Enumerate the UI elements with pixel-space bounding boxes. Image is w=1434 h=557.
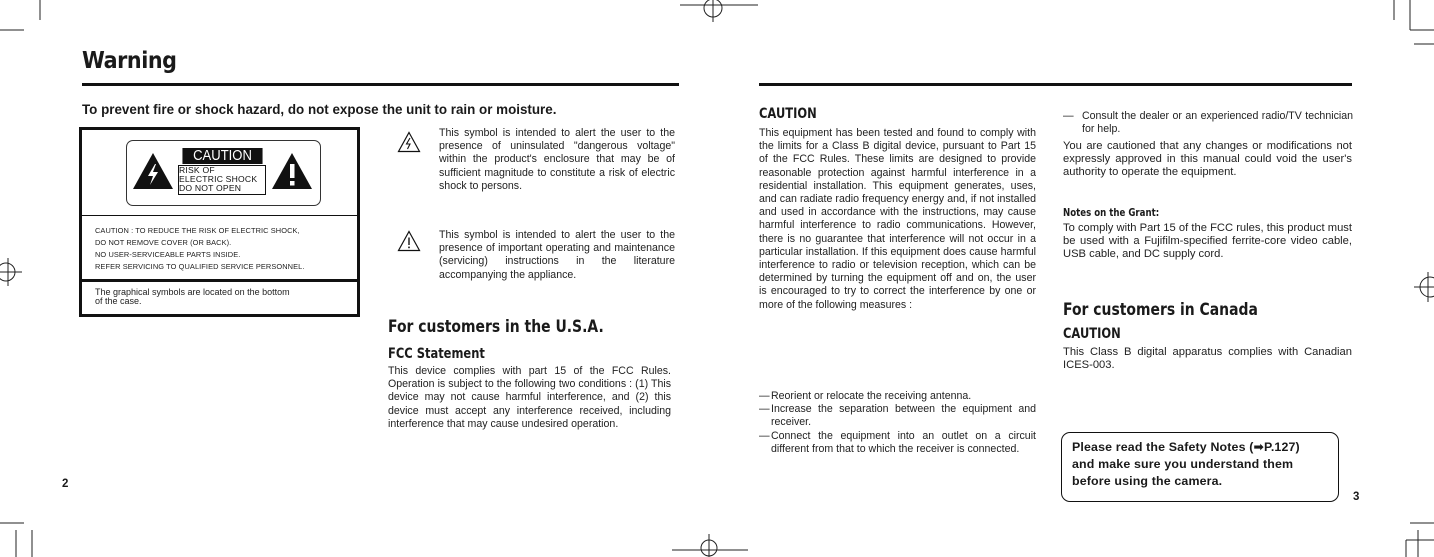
safety-note-line: before using the camera.: [1072, 474, 1223, 488]
label-risk-line: DO NOT OPEN: [179, 183, 242, 193]
exclamation-warning-icon: [270, 151, 314, 191]
list-item: — Consult the dealer or an experienced radio/TV technician for help.: [1063, 110, 1353, 136]
label-risk-line: RISK OF: [179, 165, 215, 175]
safety-note-line: and make sure you understand them: [1072, 457, 1294, 471]
lightning-symbol-description: This symbol is intended to alert the user to the presence of uninsulated "dangerous voltage" within the product's enclosure that may be of sufficient magnitude to constitute a risk of electric shock to persons.: [439, 127, 675, 192]
caution-label: [79, 127, 360, 317]
page-number-left: 2: [62, 478, 69, 490]
caution-label-inner: [126, 140, 321, 206]
safety-note-line: Please read the Safety Notes (➡P.127): [1072, 440, 1300, 454]
label-caution-line: REFER SERVICING TO QUALIFIED SERVICE PERSONNEL.: [95, 262, 305, 271]
label-note-line: The graphical symbols are located on the bottom: [95, 287, 290, 297]
label-note-line: of the case.: [95, 296, 142, 306]
label-divider: [82, 279, 357, 282]
caution-heading: CAUTION: [759, 106, 817, 122]
safety-notes-box: [1061, 432, 1339, 502]
grant-text: To comply with Part 15 of the FCC rules, this product must be used with a Fujifilm-specified ferrite-core video cable, USB cable, and DC supply cord.: [1063, 222, 1352, 261]
label-caution-line: DO NOT REMOVE COVER (OR BACK).: [95, 238, 232, 247]
caution-text: This equipment has been tested and found to comply with the limits for a Class B digital device, pursuant to Part 15 of the FCC Rules. These limits are designed to provide reasonable protection against harmful interference in a residential installation. This equipment generates, uses, and can radiate radio frequency energy and, if not installed and used in accordance with the instructions, may cause harmful interference to radio communications. However, there is no guarantee that interference will not occur in a particular installation. If this equipment does cause harmful interference to radio or television reception, which can be determined by turning the equipment off and on, the user is encouraged to try to correct the interference by one or more of the following measures :: [759, 127, 1036, 311]
label-note: [95, 288, 290, 306]
exclamation-symbol-description: This symbol is intended to alert the user to the presence of important operating and maintenance (servicing) instructions in the literature accompanying the appliance.: [439, 229, 675, 281]
fcc-statement-text: This device complies with part 15 of the FCC Rules. Operation is subject to the following two conditions : (1) This device may not cause harmful interference, and (2) this device must accept any interference received, including interference that may cause undesired operation.: [388, 365, 671, 430]
cautioned-text: You are cautioned that any changes or modifications not expressly approved in this manual could void the user's authority to operate the equipment.: [1063, 140, 1352, 179]
page-number-right: 3: [1353, 491, 1360, 503]
list-item: — Increase the separation between the equipment and receiver.: [759, 403, 1036, 429]
exclamation-triangle-icon: [397, 230, 421, 252]
canada-heading: For customers in Canada: [1063, 300, 1258, 320]
list-item: — Reorient or relocate the receiving antenna.: [759, 390, 1036, 403]
canada-caution-heading: CAUTION: [1063, 326, 1121, 342]
label-caution-line: CAUTION : TO REDUCE THE RISK OF ELECTRIC SHOCK,: [95, 226, 300, 235]
canada-text: This Class B digital apparatus complies with Canadian ICES-003.: [1063, 346, 1352, 372]
label-caution-word: CAUTION: [182, 148, 262, 164]
label-divider: [82, 215, 357, 216]
usa-heading: For customers in the U.S.A.: [388, 317, 604, 337]
list-item: — Connect the equipment into an outlet on a circuit different from that to which the receiver is connected.: [759, 430, 1036, 456]
hazard-warning: To prevent fire or shock hazard, do not expose the unit to rain or moisture.: [82, 102, 557, 117]
measures-list: [759, 390, 1036, 456]
lightning-warning-icon: [131, 151, 175, 191]
label-caution-line: NO USER-SERVICEABLE PARTS INSIDE.: [95, 250, 241, 259]
right-page-rule: [759, 83, 1352, 86]
grant-heading: Notes on the Grant:: [1063, 207, 1160, 219]
lightning-triangle-icon: [397, 131, 421, 153]
measures-list-continued: [1063, 110, 1353, 136]
fcc-statement-heading: FCC Statement: [388, 346, 485, 362]
label-caution-text: [95, 225, 305, 273]
title-rule: [82, 83, 679, 86]
label-risk-line: ELECTRIC SHOCK: [179, 174, 258, 184]
page-title: Warning: [82, 48, 177, 74]
